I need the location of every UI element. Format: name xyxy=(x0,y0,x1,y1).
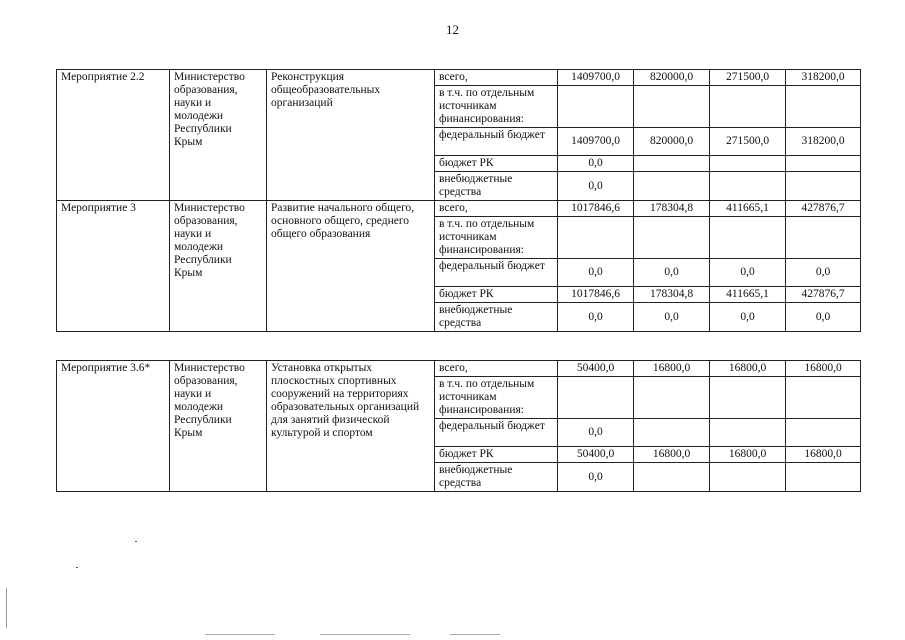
amount-cell-y1 xyxy=(634,86,710,128)
amount-cell-y3: 16800,0 xyxy=(786,447,861,463)
funding-source-label: внебюджетные средства xyxy=(435,463,558,492)
amount-cell-y1 xyxy=(634,419,710,447)
funding-source-label: в т.ч. по отдельным источникам финансирования: xyxy=(435,377,558,419)
amount-cell-total: 0,0 xyxy=(558,172,634,201)
amount-cell-y1: 16800,0 xyxy=(634,447,710,463)
amount-cell-y3 xyxy=(786,419,861,447)
funding-source-label: всего, xyxy=(435,361,558,377)
measure-description: Установка открытых плоскостных спортивных сооружений на территориях образовательных организаций для занятий физической культурой и спортом xyxy=(267,361,435,492)
amount-cell-y2: 411665,1 xyxy=(710,201,786,217)
table-row xyxy=(57,361,861,377)
amount-cell-y3: 16800,0 xyxy=(786,361,861,377)
amount-cell-y2: 0,0 xyxy=(710,303,786,332)
amount-cell-y3: 0,0 xyxy=(786,303,861,332)
amount-cell-y1: 820000,0 xyxy=(634,70,710,86)
measure-group xyxy=(57,201,861,332)
measure-group xyxy=(57,361,861,492)
amount-cell-y2 xyxy=(710,217,786,259)
amount-cell-y1 xyxy=(634,172,710,201)
amount-cell-total xyxy=(558,377,634,419)
amount-cell-y2 xyxy=(710,463,786,492)
funding-source-label: всего, xyxy=(435,201,558,217)
amount-cell-y1: 16800,0 xyxy=(634,361,710,377)
amount-cell-total xyxy=(558,86,634,128)
scan-artifact-edge xyxy=(6,588,7,628)
funding-source-label: бюджет РК xyxy=(435,156,558,172)
amount-cell-y2 xyxy=(710,86,786,128)
amount-cell-y3 xyxy=(786,156,861,172)
amount-cell-y1 xyxy=(634,463,710,492)
funding-source-label: бюджет РК xyxy=(435,287,558,303)
amount-cell-total: 0,0 xyxy=(558,463,634,492)
funding-source-label: бюджет РК xyxy=(435,447,558,463)
amount-cell-y2: 16800,0 xyxy=(710,361,786,377)
amount-cell-y3 xyxy=(786,86,861,128)
amount-cell-y2: 271500,0 xyxy=(710,70,786,86)
amount-cell-y1: 0,0 xyxy=(634,259,710,287)
scan-artifact-line xyxy=(205,634,275,635)
scan-artifact-dot xyxy=(135,541,137,542)
measure-executor: Министерство образования, науки и молодежи Республики Крым xyxy=(170,201,267,332)
funding-source-label: внебюджетные средства xyxy=(435,172,558,201)
amount-cell-y3: 318200,0 xyxy=(786,128,861,156)
scan-artifact-line xyxy=(320,634,410,635)
table-row xyxy=(57,201,861,217)
measure-executor: Министерство образования, науки и молодежи Республики Крым xyxy=(170,70,267,201)
amount-cell-total: 0,0 xyxy=(558,303,634,332)
amount-cell-total: 50400,0 xyxy=(558,361,634,377)
amount-cell-y3 xyxy=(786,377,861,419)
amount-cell-y1: 178304,8 xyxy=(634,287,710,303)
amount-cell-total: 1409700,0 xyxy=(558,128,634,156)
amount-cell-total xyxy=(558,217,634,259)
amount-cell-total: 1017846,6 xyxy=(558,201,634,217)
funding-source-label: внебюджетные средства xyxy=(435,303,558,332)
amount-cell-total: 50400,0 xyxy=(558,447,634,463)
funding-source-label: в т.ч. по отдельным источникам финансирования: xyxy=(435,86,558,128)
measure-group xyxy=(57,70,861,201)
amount-cell-y1 xyxy=(634,156,710,172)
amount-cell-y1 xyxy=(634,377,710,419)
measure-executor: Министерство образования, науки и молодежи Республики Крым xyxy=(170,361,267,492)
measure-name: Мероприятие 2.2 xyxy=(57,70,170,201)
measure-name: Мероприятие 3.6* xyxy=(57,361,170,492)
funding-source-label: федеральный бюджет xyxy=(435,128,558,156)
amount-cell-y2 xyxy=(710,156,786,172)
amount-cell-y3 xyxy=(786,172,861,201)
amount-cell-y2: 0,0 xyxy=(710,259,786,287)
funding-source-label: федеральный бюджет xyxy=(435,259,558,287)
amount-cell-total: 0,0 xyxy=(558,419,634,447)
amount-cell-y3 xyxy=(786,217,861,259)
funding-source-label: в т.ч. по отдельным источникам финансирования: xyxy=(435,217,558,259)
amount-cell-y2 xyxy=(710,419,786,447)
amount-cell-y2: 16800,0 xyxy=(710,447,786,463)
measure-description: Реконструкция общеобразовательных организаций xyxy=(267,70,435,201)
amount-cell-y1 xyxy=(634,217,710,259)
page-number: 12 xyxy=(446,22,459,37)
amount-cell-y1: 0,0 xyxy=(634,303,710,332)
funding-source-label: всего, xyxy=(435,70,558,86)
amount-cell-y2 xyxy=(710,172,786,201)
amount-cell-y1: 178304,8 xyxy=(634,201,710,217)
amount-cell-y3: 318200,0 xyxy=(786,70,861,86)
amount-cell-total: 1017846,6 xyxy=(558,287,634,303)
funding-table-continued xyxy=(56,360,861,492)
amount-cell-y2: 411665,1 xyxy=(710,287,786,303)
measure-name: Мероприятие 3 xyxy=(57,201,170,332)
amount-cell-y3: 427876,7 xyxy=(786,201,861,217)
amount-cell-y3: 0,0 xyxy=(786,259,861,287)
amount-cell-y1: 820000,0 xyxy=(634,128,710,156)
scan-artifact-line xyxy=(450,634,500,635)
funding-source-label: федеральный бюджет xyxy=(435,419,558,447)
table-row xyxy=(57,70,861,86)
amount-cell-y3: 427876,7 xyxy=(786,287,861,303)
scan-artifact-dot xyxy=(76,567,78,568)
amount-cell-total: 1409700,0 xyxy=(558,70,634,86)
amount-cell-total: 0,0 xyxy=(558,259,634,287)
amount-cell-total: 0,0 xyxy=(558,156,634,172)
amount-cell-y3 xyxy=(786,463,861,492)
amount-cell-y2: 271500,0 xyxy=(710,128,786,156)
funding-table-main xyxy=(56,69,861,332)
amount-cell-y2 xyxy=(710,377,786,419)
measure-description: Развитие начального общего, основного общего, среднего общего образования xyxy=(267,201,435,332)
